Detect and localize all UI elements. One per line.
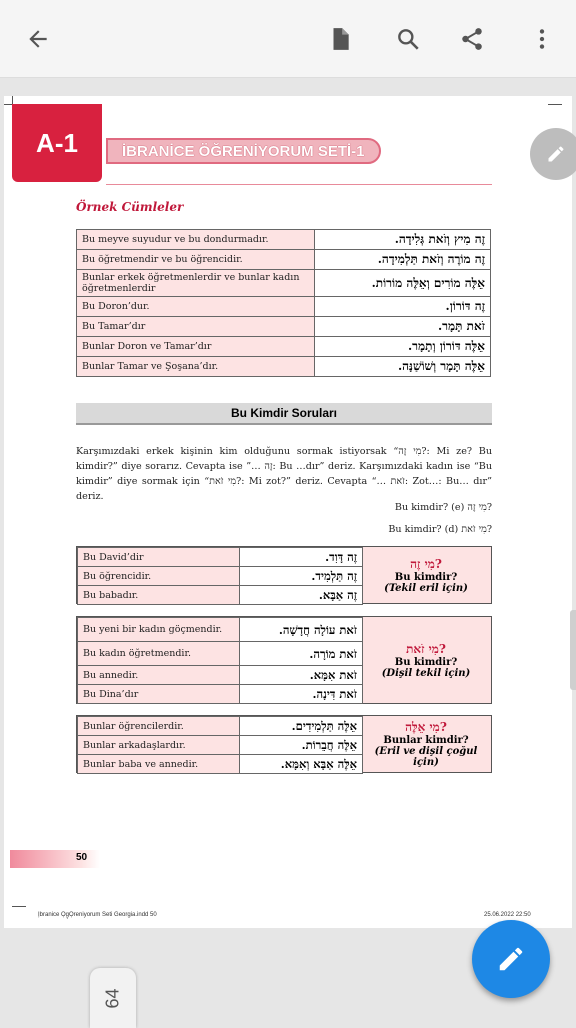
- turkish-cell: Bunlar öğrencilerdir.: [78, 717, 240, 736]
- group-table: [77, 547, 363, 605]
- edit-fab-button[interactable]: [472, 920, 550, 998]
- table-row: [78, 642, 363, 666]
- unit-badge: A-1: [12, 104, 102, 182]
- share-button[interactable]: [452, 19, 492, 59]
- label-turkish: Bu kimdir?: [394, 656, 458, 668]
- section-bar-title: Bu Kimdir Soruları: [76, 403, 492, 425]
- turkish-cell: Bunlar Tamar ve Şoşana’dır.: [77, 357, 315, 377]
- label-hebrew: מִי זֶה?: [410, 556, 442, 571]
- group-table: [77, 617, 363, 704]
- question-masculine: Bu kimdir? (e) מִי זֶה?: [394, 502, 492, 513]
- hebrew-cell: זֹאת תָּמָר.: [315, 317, 491, 337]
- more-options-button[interactable]: [522, 19, 562, 59]
- hebrew-cell: זֶה מוֹרֶה וְזֹאת תַּלְמִידָה.: [315, 250, 491, 270]
- turkish-cell: Bunlar erkek öğretmenlerdir ve bunlar kadın öğretmenlerdir: [77, 270, 315, 297]
- table-row: [78, 618, 363, 642]
- hebrew-cell: אֵלֶּה מוֹרִים וְאֵלֶּה מוֹרוֹת.: [315, 270, 491, 297]
- table-row: [77, 337, 491, 357]
- crop-mark: [12, 906, 26, 907]
- header-rule: [106, 184, 492, 185]
- hebrew-cell: זֶה דּוֹרוֹן.: [315, 297, 491, 317]
- page-number: 50: [76, 852, 88, 863]
- table-row: [77, 297, 491, 317]
- question-feminine: Bu kimdir? (d) מִי זֹאת?: [388, 524, 492, 535]
- share-icon: [459, 26, 485, 52]
- turkish-cell: Bu Tamar’dır: [77, 317, 315, 337]
- label-note: (Eril ve dişil çoğul için): [374, 746, 478, 768]
- label-note: (Dişil tekil için): [381, 667, 471, 679]
- section-title: Örnek Cümleler: [76, 200, 184, 214]
- turkish-cell: Bu Dina’dır: [78, 685, 240, 704]
- pencil-icon: [546, 144, 566, 164]
- arrow-back-icon: [25, 26, 51, 52]
- table-row: [78, 685, 363, 704]
- hebrew-cell: זֹאת עוֹלָה חֲדָשָׁה.: [240, 618, 363, 642]
- hebrew-cell: זֶה תַּלְמִיד.: [240, 567, 363, 586]
- scroll-handle[interactable]: [570, 610, 576, 690]
- hebrew-cell: זֶה מִיץ וְזֹאת גְּלִידָה.: [315, 230, 491, 250]
- table-row: [78, 567, 363, 586]
- question-group: [76, 715, 492, 773]
- search-icon: [395, 26, 421, 52]
- file-info-button[interactable]: [320, 19, 360, 59]
- page-indicator[interactable]: [90, 968, 136, 1028]
- search-button[interactable]: [388, 19, 428, 59]
- turkish-cell: Bu meyve suyudur ve bu dondurmadır.: [77, 230, 315, 250]
- hebrew-cell: זֹאת אִמָּא.: [240, 666, 363, 685]
- edit-icon: [496, 944, 526, 974]
- hebrew-cell: זֹאת דִּינָה.: [240, 685, 363, 704]
- table-row: [78, 755, 363, 774]
- question-group: [76, 616, 492, 704]
- label-turkish: Bu kimdir?: [394, 571, 458, 583]
- turkish-cell: Bunlar arkadaşlardır.: [78, 736, 240, 755]
- hebrew-cell: זֶה דָּוִד.: [240, 548, 363, 567]
- turkish-cell: Bu öğrencidir.: [78, 567, 240, 586]
- hebrew-cell: זֹאת מוֹרָה.: [240, 642, 363, 666]
- table-row: [77, 357, 491, 377]
- turkish-cell: Bunlar Doron ve Tamar’dır: [77, 337, 315, 357]
- table-row: [77, 230, 491, 250]
- turkish-cell: Bunlar baba ve annedir.: [78, 755, 240, 774]
- table-row: [78, 717, 363, 736]
- label-hebrew: מִי אֵלֶּה?: [405, 720, 447, 734]
- table-row: [77, 270, 491, 297]
- hebrew-cell: אֵלֶּה חֲבֵרוֹת.: [240, 736, 363, 755]
- crop-mark: [548, 104, 562, 105]
- table-row: [78, 548, 363, 567]
- label-note: (Tekil eril için): [384, 582, 468, 594]
- turkish-cell: Bu annedir.: [78, 666, 240, 685]
- back-button[interactable]: [18, 19, 58, 59]
- hebrew-cell: אֵלֶּה אַבָּא וְאִמָּא.: [240, 755, 363, 774]
- turkish-cell: Bu kadın öğretmendir.: [78, 642, 240, 666]
- label-hebrew: מִי זֹאת?: [406, 641, 446, 656]
- explanation-paragraph: Karşımızdaki erkek kişinin kim olduğunu sormak istiyorsak “מִי זֶה?: Mi ze? Bu kimdir?” diye sorarız. Cevapta ise ”… זֶה: Bu …dır” deriz. Karşımızdaki kadın ise “Bu kimdir” diye sormak için “מִי זֹאת?: Mi zot?” deriz. Cevapta “… זֹאת: Zot…: Bu… dır” deriz.: [76, 446, 492, 502]
- hebrew-cell: אֵלֶּה דּוֹרוֹן וְתָמָר.: [315, 337, 491, 357]
- hebrew-cell: אֵלֶּה תַּלְמִידִים.: [240, 717, 363, 736]
- group-label: [361, 547, 491, 603]
- document-icon: [327, 26, 353, 52]
- table-row: [78, 586, 363, 605]
- turkish-cell: Bu yeni bir kadın göçmendir.: [78, 618, 240, 642]
- group-label: [361, 617, 491, 703]
- turkish-cell: Bu Doron’dur.: [77, 297, 315, 317]
- app-bar: [0, 0, 576, 78]
- table-row: [77, 250, 491, 270]
- examples-table: [76, 229, 491, 377]
- book-title: İBRANİCE ÖĞRENİYORUM SETİ-1: [106, 138, 381, 164]
- turkish-cell: Bu babadır.: [78, 586, 240, 605]
- table-row: [78, 666, 363, 685]
- annotate-button[interactable]: [530, 128, 576, 180]
- question-group: [76, 546, 492, 604]
- page-indicator-label: 64: [102, 987, 123, 1009]
- label-turkish: Bunlar kimdir?: [383, 735, 469, 746]
- footer-timestamp: 25.06.2022 22:50: [484, 912, 531, 918]
- table-row: [77, 317, 491, 337]
- group-table: [77, 716, 363, 774]
- footer-filename: I͎branice O͎g͎O͎reniyorum Seti Georgia.indd 50: [38, 912, 157, 918]
- turkish-cell: Bu öğretmendir ve bu öğrencidir.: [77, 250, 315, 270]
- turkish-cell: Bu David’dir: [78, 548, 240, 567]
- hebrew-cell: זֶה אַבָּא.: [240, 586, 363, 605]
- group-label: [361, 716, 491, 772]
- table-row: [78, 736, 363, 755]
- more-vert-icon: [529, 26, 555, 52]
- hebrew-cell: אֵלֶּה תָּמָר וְשׁוֹשַׁנָּה.: [315, 357, 491, 377]
